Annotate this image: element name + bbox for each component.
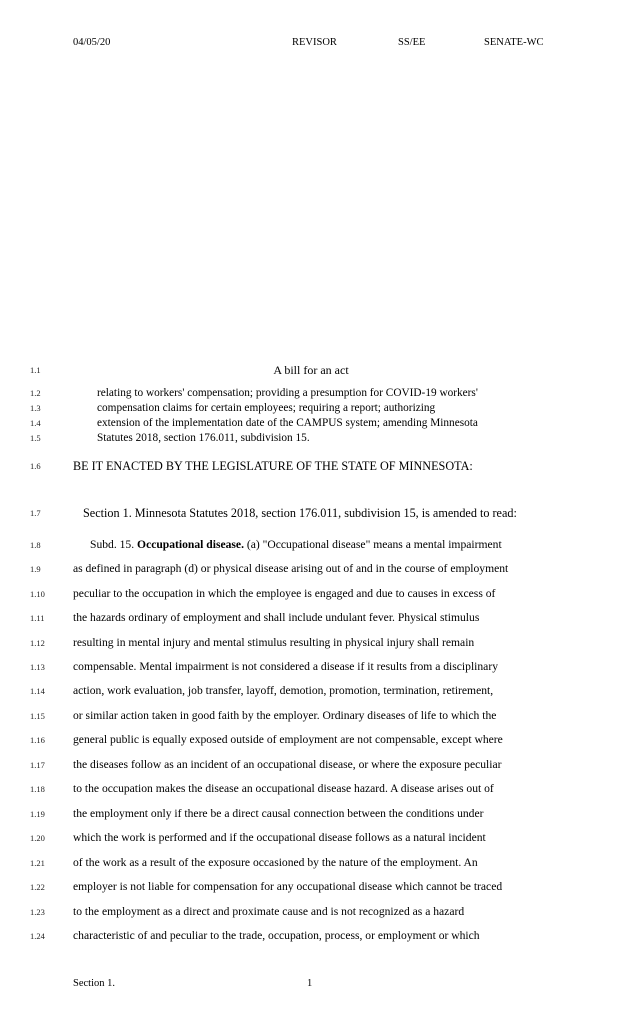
footer-section: Section 1. — [73, 978, 115, 989]
subdivision-body: (a) "Occupational disease" means a mental impairment — [246, 538, 502, 551]
header-initials: SS/EE — [398, 37, 426, 48]
line-number: 1.20 — [30, 833, 45, 843]
line-number: 1.18 — [30, 784, 45, 794]
subdivision-prefix: Subd. 15. — [90, 538, 135, 551]
line-number: 1.1 — [30, 365, 41, 375]
line-number: 1.4 — [30, 418, 41, 428]
body-text: as defined in paragraph (d) or physical disease arising out of and in the course of employment — [73, 562, 509, 575]
bill-title-line — [0, 362, 622, 378]
line-number: 1.21 — [30, 858, 45, 868]
body-text: the diseases follow as an incident of an occupational disease, or where the exposure peculiar — [73, 758, 502, 771]
line-number: 1.6 — [30, 461, 41, 471]
bill-title: A bill for an act — [273, 363, 349, 377]
line-number: 1.24 — [30, 931, 45, 941]
body-line — [0, 879, 622, 895]
body-line — [0, 586, 622, 602]
description-text: Statutes 2018, section 176.011, subdivision 15. — [97, 432, 310, 444]
body-line — [0, 928, 622, 944]
body-line — [0, 708, 622, 724]
header-date: 04/05/20 — [73, 37, 111, 48]
body-text: employer is not liable for compensation for any occupational disease which cannot be traced — [73, 880, 503, 893]
description-line — [0, 385, 622, 401]
page-number: 1 — [307, 978, 313, 989]
line-number: 1.11 — [30, 613, 45, 623]
body-text: the employment only if there be a direct causal connection between the conditions under — [73, 807, 484, 820]
line-number: 1.10 — [30, 589, 45, 599]
description-line — [0, 400, 622, 416]
body-line — [0, 806, 622, 822]
line-number: 1.22 — [30, 882, 45, 892]
body-text: which the work is performed and if the occupational disease follows as a natural incident — [73, 831, 486, 844]
description-line — [0, 415, 622, 431]
header-committee: SENATE-WC — [484, 37, 544, 48]
body-line — [0, 781, 622, 797]
subdivision-text — [90, 537, 502, 553]
body-text: to the employment as a direct and proximate cause and is not recognized as a hazard — [73, 905, 465, 918]
body-text: the hazards ordinary of employment and shall include undulant fever. Physical stimulus — [73, 611, 480, 624]
line-number: 1.15 — [30, 711, 45, 721]
body-text: of the work as a result of the exposure occasioned by the nature of the employment. An — [73, 856, 478, 869]
description-text: compensation claims for certain employees; requiring a report; authorizing — [97, 402, 436, 414]
body-text: action, work evaluation, job transfer, layoff, demotion, promotion, termination, retirement, — [73, 684, 494, 697]
body-line — [0, 732, 622, 748]
line-number: 1.7 — [30, 508, 41, 518]
enacting-clause-line — [0, 458, 622, 474]
subdivision-heading: Occupational disease. — [137, 538, 244, 551]
body-line — [0, 610, 622, 626]
line-number: 1.2 — [30, 388, 41, 398]
line-number: 1.19 — [30, 809, 45, 819]
section-heading-line — [0, 505, 622, 521]
body-text: general public is equally exposed outside of employment are not compensable, except where — [73, 733, 503, 746]
body-text: resulting in mental injury and mental stimulus resulting in physical injury shall remain — [73, 636, 475, 649]
body-line — [0, 659, 622, 675]
line-number: 1.3 — [30, 403, 41, 413]
description-text: relating to workers' compensation; providing a presumption for COVID-19 workers' — [97, 387, 478, 399]
line-number: 1.13 — [30, 662, 45, 672]
subdivision-line — [0, 537, 622, 553]
section-heading: Section 1. Minnesota Statutes 2018, section 176.011, subdivision 15, is amended to read: — [83, 506, 517, 520]
line-number: 1.5 — [30, 433, 41, 443]
body-line — [0, 635, 622, 651]
line-number: 1.17 — [30, 760, 45, 770]
header-revisor: REVISOR — [292, 37, 337, 48]
line-number: 1.12 — [30, 638, 45, 648]
body-text: compensable. Mental impairment is not considered a disease if it results from a disciplinary — [73, 660, 498, 673]
line-number: 1.23 — [30, 907, 45, 917]
enacting-clause: BE IT ENACTED BY THE LEGISLATURE OF THE STATE OF MINNESOTA: — [73, 459, 473, 473]
line-number: 1.8 — [30, 540, 41, 550]
body-line — [0, 561, 622, 577]
body-text: to the occupation makes the disease an occupational disease hazard. A disease arises out of — [73, 782, 494, 795]
line-number: 1.14 — [30, 686, 45, 696]
body-text: characteristic of and peculiar to the trade, occupation, process, or employment or which — [73, 929, 480, 942]
body-line — [0, 683, 622, 699]
body-text: peculiar to the occupation in which the employee is engaged and due to causes in excess of — [73, 587, 496, 600]
line-number: 1.16 — [30, 735, 45, 745]
body-line — [0, 830, 622, 846]
line-number: 1.9 — [30, 564, 41, 574]
body-line — [0, 855, 622, 871]
description-text: extension of the implementation date of the CAMPUS system; amending Minnesota — [97, 417, 478, 429]
body-text: or similar action taken in good faith by the employer. Ordinary diseases of life to which the — [73, 709, 497, 722]
body-line — [0, 757, 622, 773]
description-line — [0, 430, 622, 446]
body-line — [0, 904, 622, 920]
